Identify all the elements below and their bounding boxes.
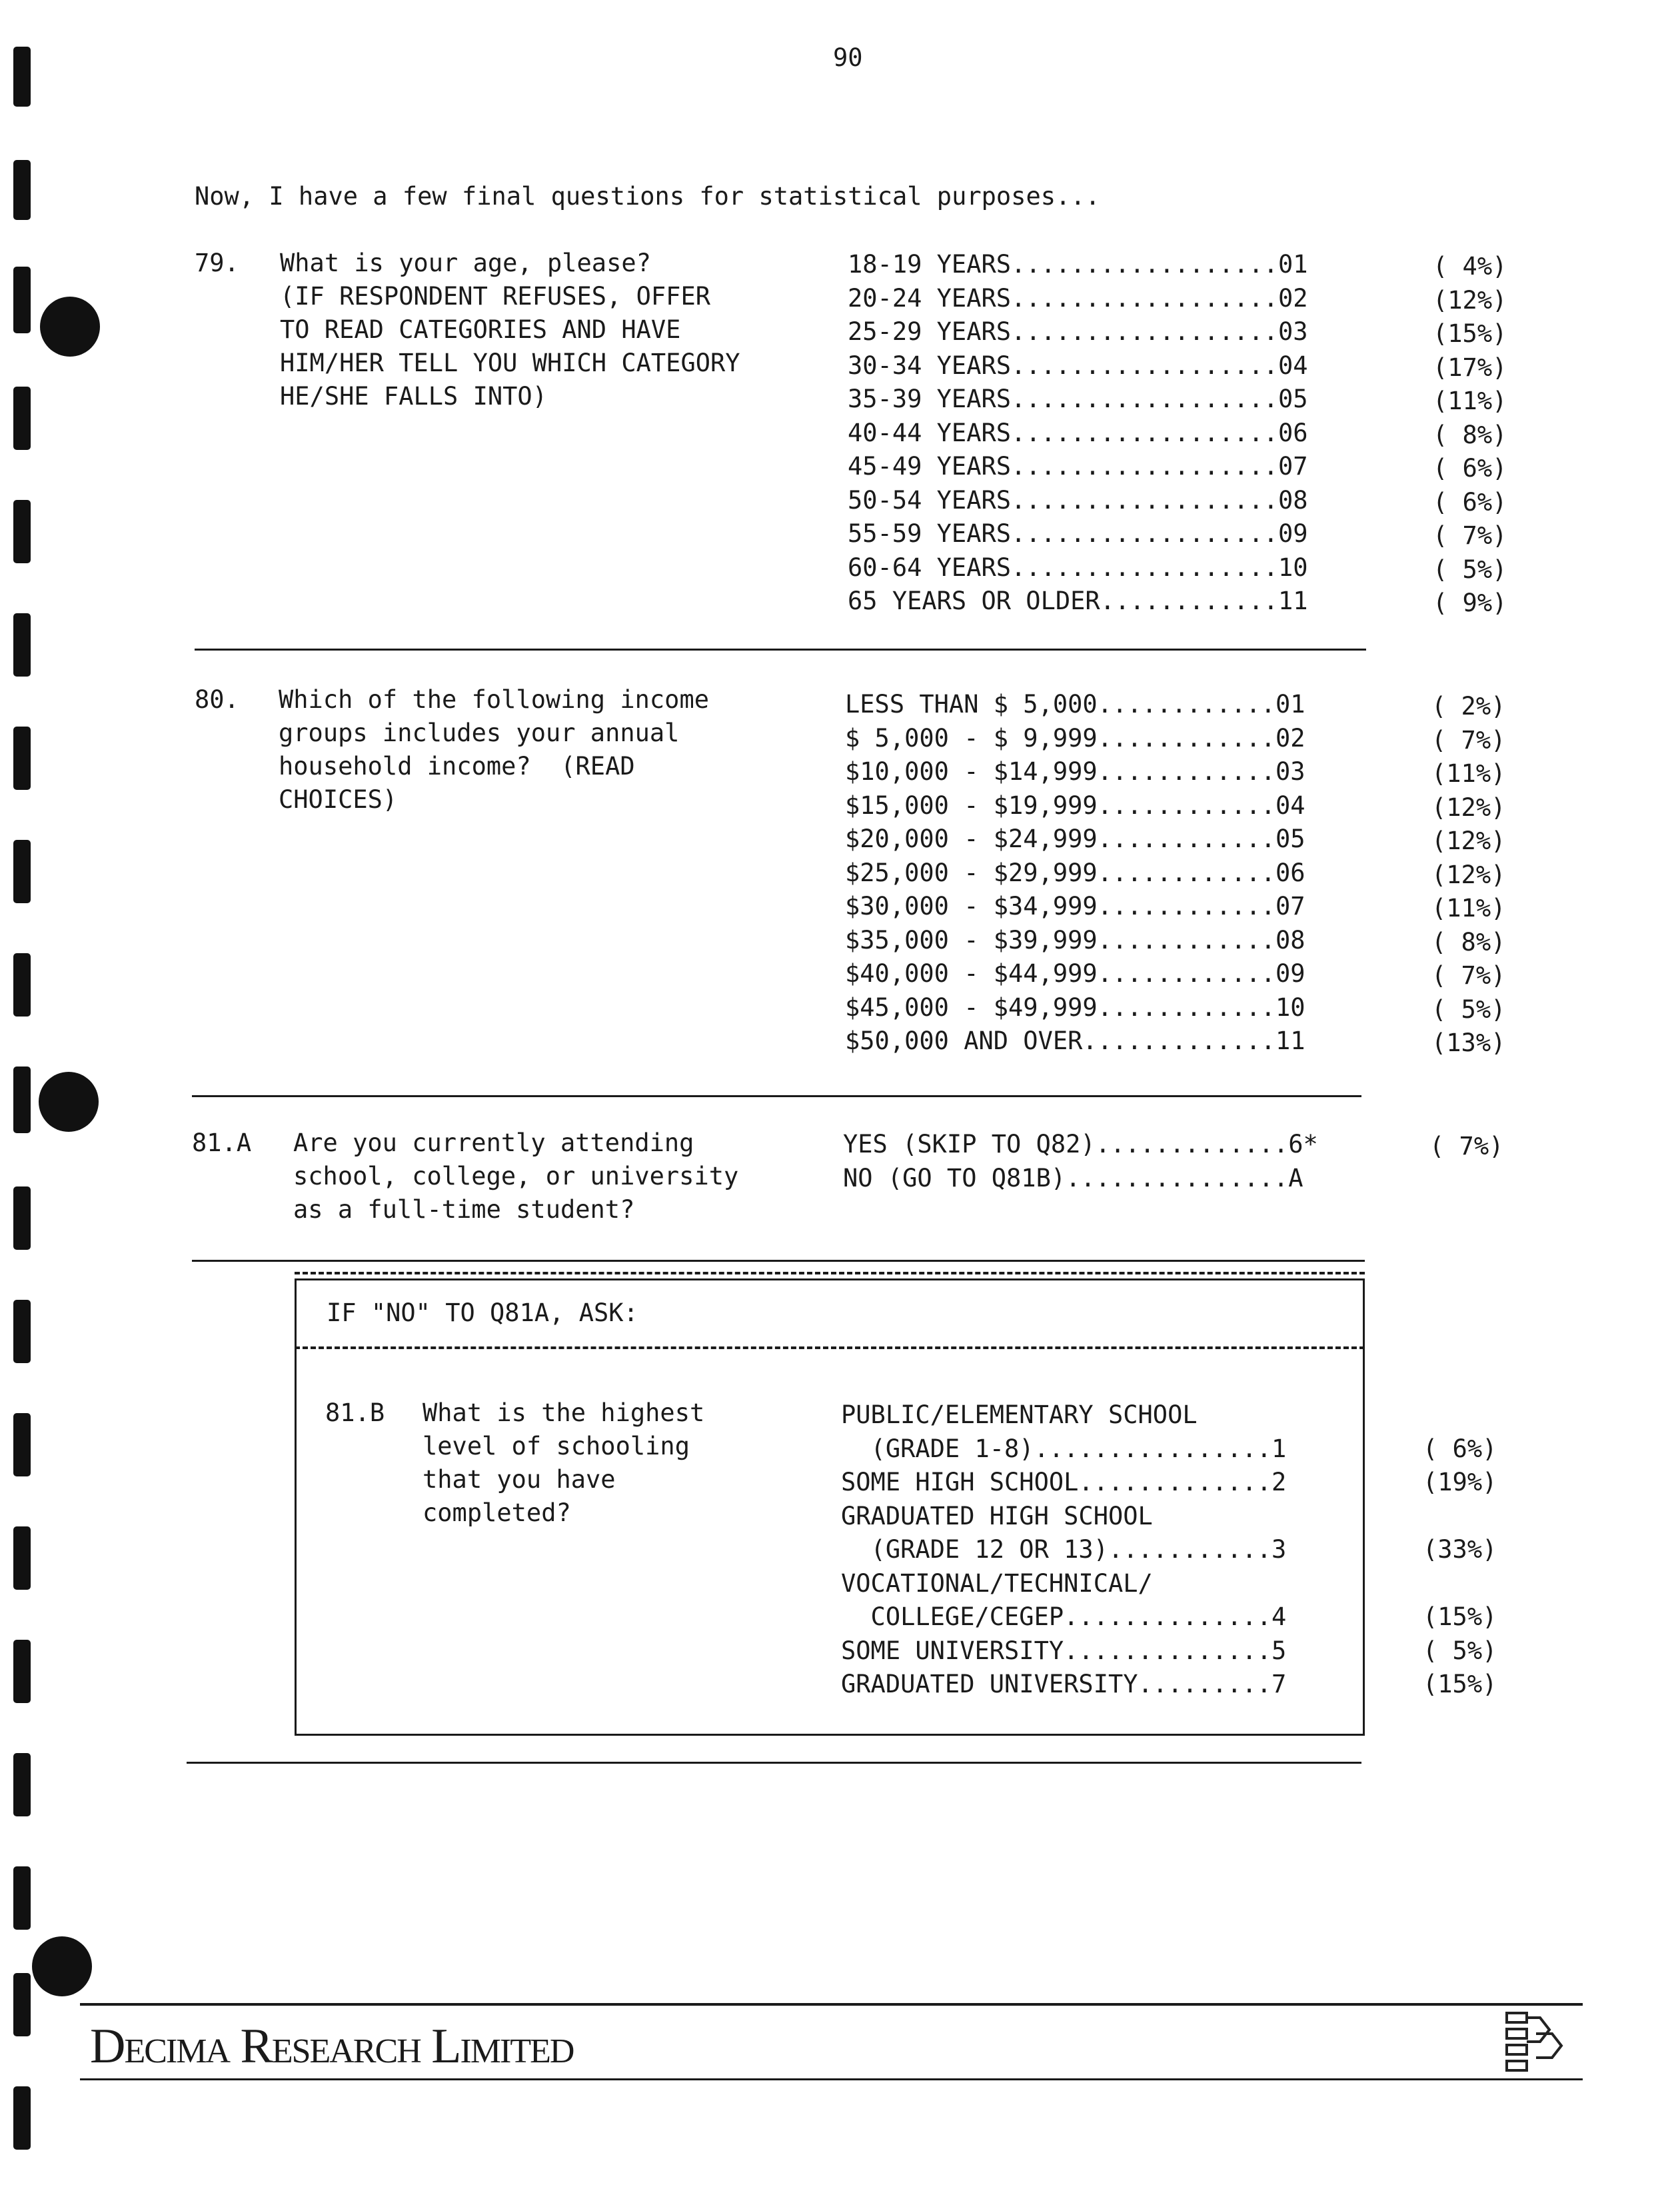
answer-option: PUBLIC/ELEMENTARY SCHOOL bbox=[841, 1400, 1198, 1429]
binder-mark bbox=[13, 1186, 31, 1250]
binder-mark bbox=[13, 267, 31, 333]
answer-option: 60-64 YEARS..................10 bbox=[848, 553, 1308, 582]
answer-option: (GRADE 1-8)................1 bbox=[841, 1434, 1287, 1463]
percentage: (33%) bbox=[1423, 1535, 1497, 1564]
page-number: 90 bbox=[833, 43, 863, 72]
question-text-line: level of schooling bbox=[422, 1432, 690, 1460]
percentage: (11%) bbox=[1431, 894, 1506, 923]
question-text-line: household income? (READ bbox=[279, 752, 635, 781]
answer-option: LESS THAN $ 5,000............01 bbox=[845, 690, 1305, 719]
question-text-line: completed? bbox=[422, 1498, 571, 1527]
binder-mark bbox=[13, 500, 31, 563]
answer-option: YES (SKIP TO Q82).............6* bbox=[843, 1130, 1318, 1158]
answer-option: 40-44 YEARS..................06 bbox=[848, 418, 1308, 447]
percentage: (19%) bbox=[1423, 1468, 1497, 1496]
answer-option: 25-29 YEARS..................03 bbox=[848, 317, 1308, 346]
binder-mark bbox=[13, 1300, 31, 1363]
answer-option: $ 5,000 - $ 9,999............02 bbox=[845, 723, 1305, 753]
percentage: ( 9%) bbox=[1433, 589, 1507, 617]
dashed-border bbox=[295, 1272, 1365, 1274]
percentage: ( 5%) bbox=[1433, 555, 1507, 584]
percentage: (17%) bbox=[1433, 353, 1507, 382]
answer-option: 55-59 YEARS..................09 bbox=[848, 519, 1308, 548]
percentage: (15%) bbox=[1433, 319, 1507, 348]
decima-logo-icon bbox=[1503, 2006, 1569, 2076]
percentage: (15%) bbox=[1423, 1602, 1497, 1631]
section-divider bbox=[187, 1762, 1361, 1764]
percentage: ( 6%) bbox=[1423, 1434, 1497, 1463]
binder-mark bbox=[13, 613, 31, 677]
question-text-line: Which of the following income bbox=[279, 685, 710, 714]
binder-mark bbox=[13, 727, 31, 790]
binder-mark bbox=[13, 160, 31, 220]
question-text-line: HE/SHE FALLS INTO) bbox=[280, 382, 547, 411]
binder-mark bbox=[13, 953, 31, 1017]
question-number: 80. bbox=[195, 685, 239, 714]
question-text-line: What is your age, please? bbox=[280, 249, 651, 277]
binder-mark bbox=[13, 1866, 31, 1930]
question-text-line: that you have bbox=[422, 1465, 616, 1494]
answer-option: 20-24 YEARS..................02 bbox=[848, 283, 1308, 313]
question-text-line: TO READ CATEGORIES AND HAVE bbox=[280, 315, 681, 344]
percentage: (12%) bbox=[1431, 860, 1506, 889]
binder-mark bbox=[13, 1753, 31, 1816]
percentage: ( 8%) bbox=[1433, 420, 1507, 449]
percentage: ( 7%) bbox=[1431, 725, 1506, 755]
conditional-header: IF "NO" TO Q81A, ASK: bbox=[327, 1298, 638, 1327]
dashed-divider bbox=[295, 1346, 1365, 1349]
percentage: (12%) bbox=[1431, 827, 1506, 855]
percentage: ( 6%) bbox=[1433, 454, 1507, 483]
answer-option: (GRADE 12 OR 13)...........3 bbox=[841, 1535, 1287, 1564]
question-text-line: CHOICES) bbox=[279, 785, 398, 814]
answer-option: 45-49 YEARS..................07 bbox=[848, 452, 1308, 481]
section-divider bbox=[192, 1260, 1365, 1262]
binder-mark bbox=[13, 387, 31, 450]
binder-mark bbox=[13, 1413, 31, 1476]
percentage: ( 2%) bbox=[1431, 692, 1506, 721]
question-text-line: What is the highest bbox=[422, 1398, 705, 1427]
question-text-line: Are you currently attending bbox=[293, 1128, 694, 1157]
percentage: (12%) bbox=[1431, 793, 1506, 822]
answer-option: SOME HIGH SCHOOL.............2 bbox=[841, 1468, 1287, 1496]
answer-option: $50,000 AND OVER.............11 bbox=[845, 1027, 1305, 1055]
question-text-line: (IF RESPONDENT REFUSES, OFFER bbox=[280, 282, 711, 311]
question-text-line: HIM/HER TELL YOU WHICH CATEGORY bbox=[280, 349, 740, 377]
percentage: ( 5%) bbox=[1423, 1636, 1497, 1665]
percentage: ( 7%) bbox=[1433, 521, 1507, 550]
binder-mark bbox=[13, 840, 31, 903]
percentage: ( 8%) bbox=[1431, 927, 1506, 957]
section-divider bbox=[192, 1095, 1361, 1097]
percentage: (11%) bbox=[1433, 387, 1507, 415]
binder-hole bbox=[40, 297, 100, 357]
answer-option: $25,000 - $29,999............06 bbox=[845, 858, 1305, 887]
binder-mark bbox=[13, 1640, 31, 1703]
percentage: (15%) bbox=[1423, 1670, 1497, 1698]
answer-option: $40,000 - $44,999............09 bbox=[845, 959, 1305, 988]
answer-option: $30,000 - $34,999............07 bbox=[845, 892, 1305, 921]
answer-option: GRADUATED HIGH SCHOOL bbox=[841, 1501, 1153, 1530]
intro-text: Now, I have a few final questions for statistical purposes... bbox=[195, 182, 1100, 211]
company-name: Decima Research Limited bbox=[90, 2019, 574, 2074]
binder-hole bbox=[32, 1936, 92, 1996]
binder-hole bbox=[39, 1072, 99, 1132]
percentage: ( 7%) bbox=[1429, 1132, 1504, 1160]
answer-option: $10,000 - $14,999............03 bbox=[845, 757, 1305, 786]
answer-option: $20,000 - $24,999............05 bbox=[845, 825, 1305, 853]
answer-option: 30-34 YEARS..................04 bbox=[848, 351, 1308, 380]
binder-mark bbox=[13, 1973, 31, 2036]
percentage: ( 6%) bbox=[1433, 487, 1507, 517]
binder-mark bbox=[13, 2086, 31, 2150]
question-number: 81.B bbox=[325, 1398, 385, 1427]
answer-option: GRADUATED UNIVERSITY.........7 bbox=[841, 1670, 1287, 1698]
answer-option: 50-54 YEARS..................08 bbox=[848, 485, 1308, 515]
question-text-line: groups includes your annual bbox=[279, 719, 680, 747]
binder-mark bbox=[13, 1526, 31, 1590]
binder-mark bbox=[13, 1067, 31, 1133]
answer-option: $35,000 - $39,999............08 bbox=[845, 925, 1305, 955]
question-number: 79. bbox=[195, 249, 239, 277]
footer-rule-top bbox=[80, 2003, 1583, 2006]
footer-rule-bottom bbox=[80, 2078, 1583, 2080]
answer-option: 65 YEARS OR OLDER............11 bbox=[848, 587, 1308, 615]
percentage: ( 5%) bbox=[1431, 995, 1506, 1024]
percentage: (11%) bbox=[1431, 759, 1506, 788]
section-divider bbox=[195, 649, 1366, 651]
question-text-line: school, college, or university bbox=[293, 1162, 739, 1190]
answer-option: 18-19 YEARS..................01 bbox=[848, 250, 1308, 279]
question-text-line: as a full-time student? bbox=[293, 1195, 635, 1224]
question-number: 81.A bbox=[192, 1128, 252, 1157]
answer-option: $45,000 - $49,999............10 bbox=[845, 993, 1305, 1022]
answer-option: $15,000 - $19,999............04 bbox=[845, 791, 1305, 820]
percentage: (12%) bbox=[1433, 285, 1507, 315]
answer-option: NO (GO TO Q81B)...............A bbox=[843, 1163, 1303, 1192]
percentage: ( 7%) bbox=[1431, 961, 1506, 990]
percentage: ( 4%) bbox=[1433, 252, 1507, 281]
percentage: (13%) bbox=[1431, 1029, 1506, 1057]
answer-option: 35-39 YEARS..................05 bbox=[848, 385, 1308, 413]
binder-mark bbox=[13, 47, 31, 107]
answer-option: COLLEGE/CEGEP..............4 bbox=[841, 1602, 1287, 1631]
answer-option: VOCATIONAL/TECHNICAL/ bbox=[841, 1568, 1153, 1598]
answer-option: SOME UNIVERSITY..............5 bbox=[841, 1636, 1287, 1665]
